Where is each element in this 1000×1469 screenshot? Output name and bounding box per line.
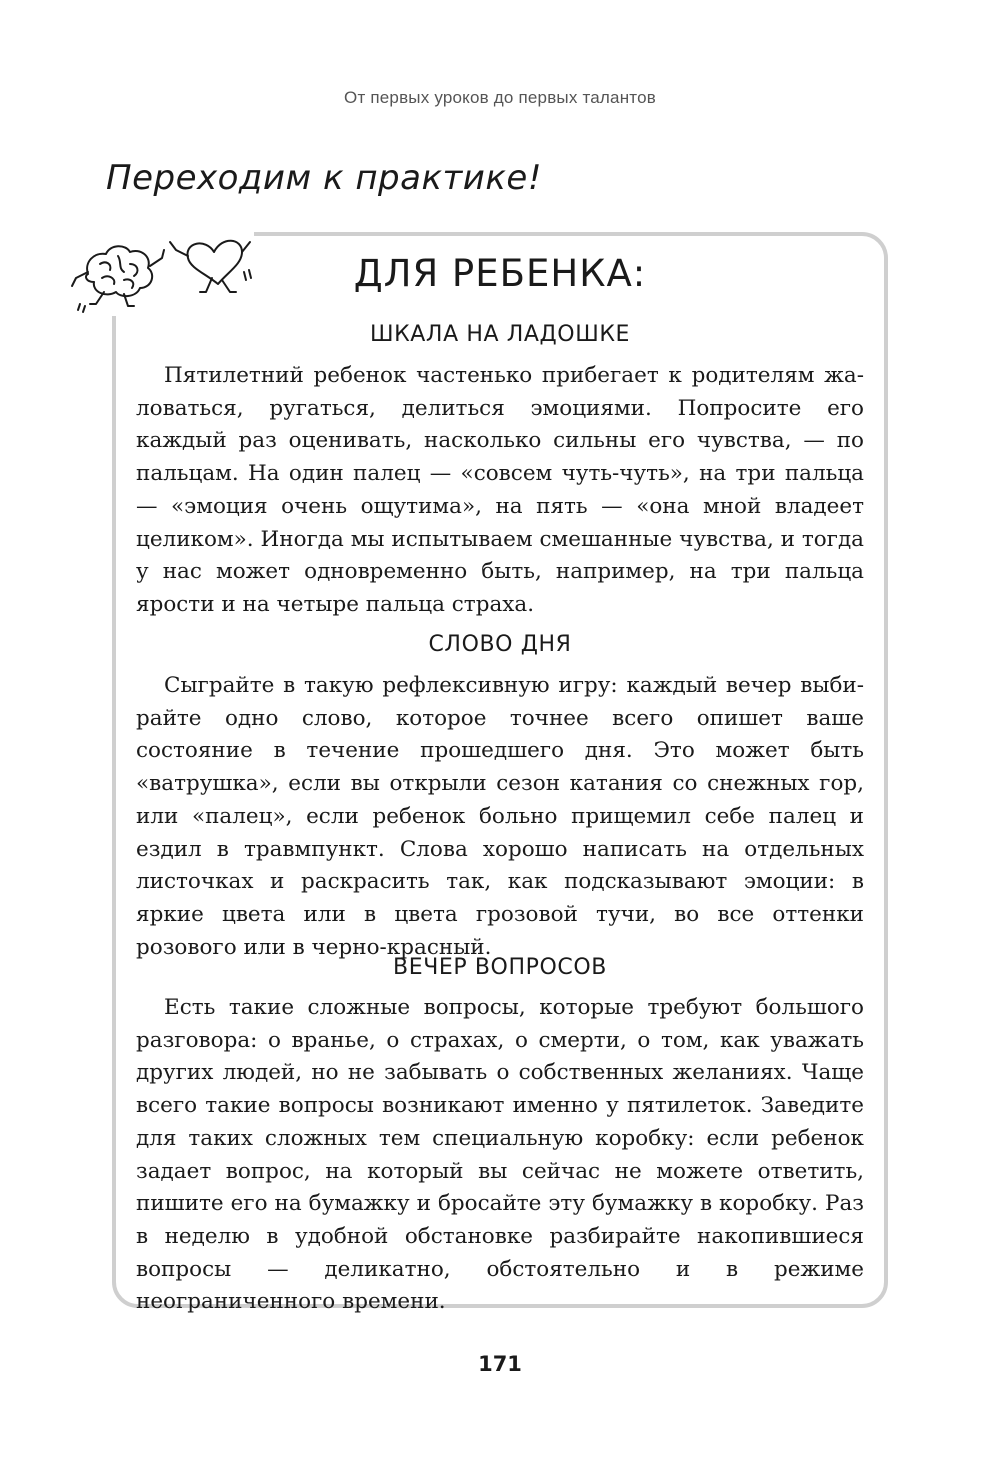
practice-heading: Переходим к практике! (106, 158, 542, 198)
box-title: ДЛЯ РЕБЕНКА: (353, 252, 647, 295)
section-text-palm-scale: Пятилетний ребенок частенько прибегает к родителям жаловаться, ругаться, делиться эмоциями. Попросите его каждый раз оценивать, насколько сильны его чувства, — по пальцам. На один палец — «совсем чуть-чуть», на три пальца — «эмоция очень ощутима», на пять — «она мной владеет целиком». Иногда мы испытываем смешанные чувства, и тогда у нас может одновременно быть, например, на три пальца ярости и на четыре пальца страха. (136, 363, 864, 617)
section-text-word-of-day: Сыграйте в такую рефлексивную игру: каждый вечер выбирайте одно слово, которое точнее всего опишет ваше состояние в течение прошедшего дня. Это может быть «ватрушка», если вы открыли сезон катания со снежных гор, или «палец», если ребенок больно прищемил себе палец и ездил в травмпункт. Слова хорошо написать на отдельных листочках и раскрасить так, как подсказывают эмоции: в яркие цвета или в цвета грозовой тучи, во все оттенки розового или в черно-красный. (136, 673, 864, 960)
running-header: От первых уроков до первых талантов (344, 88, 656, 107)
section-text-questions-evening: Есть такие сложные вопросы, которые требуют большого разговора: о вранье, о страхах, о смерти, о том, как уважать других людей, но не забывать о собственных желаниях. Чаще всего такие вопросы возникают именно у пятилеток. Заведите для таких сложных тем специальную коробку: если ребенок задает вопрос, на который вы сейчас не можете ответить, пишите его на бумажку и бросайте эту бумажку в коробку. Раз в неделю в удобной обстановке разбирайте накопившиеся вопросы — деликатно, обстоятельно и в режиме неограниченного времени. (136, 995, 864, 1315)
section-heading-word-of-day: СЛОВО ДНЯ (428, 632, 572, 657)
page-number: 171 (478, 1352, 522, 1376)
section-heading-questions-evening: ВЕЧЕР ВОПРОСОВ (393, 955, 607, 980)
section-heading-palm-scale: ШКАЛА НА ЛАДОШКЕ (369, 322, 631, 347)
